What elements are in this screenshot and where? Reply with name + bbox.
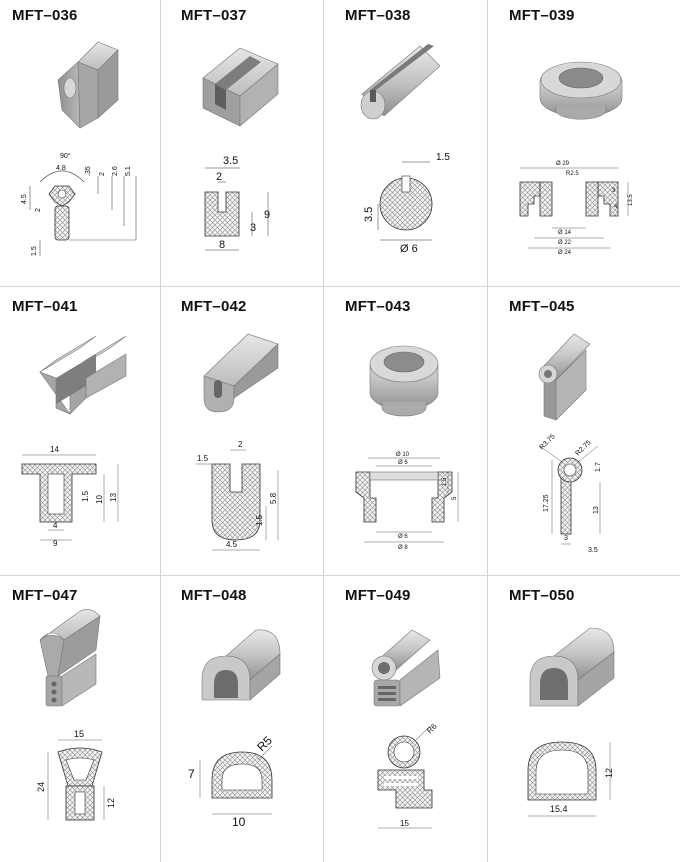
- dim-mft-047: 24: [36, 781, 46, 792]
- cross-section-mft-038: [363, 152, 450, 255]
- product-code: MFT–038: [345, 7, 411, 24]
- dim-mft-045: R3.75: [538, 433, 557, 452]
- product-code: MFT–036: [12, 7, 78, 24]
- dim-mft-045: 13: [593, 506, 600, 514]
- product-mft-048: [188, 630, 280, 829]
- dim-mft-036: 5.1: [125, 166, 132, 176]
- dim-mft-048: 10: [232, 815, 246, 829]
- dim-mft-037: 8: [219, 239, 226, 251]
- dim-mft-043: 5: [452, 496, 458, 500]
- dim-mft-042: 4.5: [226, 540, 238, 549]
- dim-mft-036: 4.8: [56, 165, 66, 172]
- product-code: MFT–041: [12, 298, 78, 315]
- dim-mft-045: 1.7: [595, 462, 602, 472]
- render-3d-mft-039: [540, 62, 622, 119]
- product-code: MFT–047: [12, 587, 78, 604]
- dim-mft-050: 12: [604, 767, 614, 778]
- dim-mft-042: 5.8: [269, 492, 278, 504]
- cross-section-mft-048: [188, 733, 275, 829]
- cross-section-mft-036: [21, 152, 136, 256]
- dim-mft-043: Ø 8: [398, 545, 408, 551]
- cross-section-mft-041: [22, 445, 118, 548]
- render-3d-mft-047: [40, 609, 100, 706]
- product-mft-039: [520, 62, 634, 256]
- cross-section-mft-050: [528, 742, 614, 816]
- dim-mft-048: R5: [254, 733, 275, 755]
- dim-mft-039: Ø 29: [556, 161, 570, 167]
- dim-mft-039: Ø 14: [558, 230, 572, 236]
- cross-section-mft-045: [538, 433, 602, 554]
- cross-section-mft-039: [520, 161, 634, 256]
- product-mft-047: [36, 609, 116, 820]
- cross-section-mft-049: [378, 721, 439, 828]
- dim-mft-036: 2: [35, 208, 42, 212]
- dim-mft-036: 2: [99, 172, 106, 176]
- dim-mft-039: 3: [612, 188, 616, 194]
- dim-mft-043: Ø 6: [398, 460, 408, 466]
- dim-mft-036: 4.5: [21, 194, 28, 204]
- cross-section-mft-043: [356, 452, 458, 551]
- dim-mft-038: Ø 6: [400, 243, 418, 255]
- dim-mft-037: 2: [216, 171, 223, 183]
- product-mft-041: [22, 336, 126, 548]
- dim-mft-037: 3.5: [223, 155, 239, 167]
- dim-mft-039: Ø 22: [558, 240, 572, 246]
- dim-mft-036: .35: [85, 166, 92, 176]
- product-mft-042: [196, 334, 278, 550]
- render-3d-mft-048: [202, 630, 280, 700]
- product-code: MFT–039: [509, 7, 575, 24]
- product-mft-043: [356, 346, 458, 551]
- dim-mft-037: 9: [264, 209, 271, 221]
- dim-mft-039: R2.5: [566, 171, 579, 177]
- dim-mft-050: 15.4: [550, 804, 568, 814]
- dim-mft-043: Ø 10: [396, 452, 410, 458]
- product-code: MFT–043: [345, 298, 411, 315]
- dim-mft-045: 3.5: [588, 547, 598, 554]
- dim-mft-045: R2.75: [574, 439, 593, 458]
- dim-mft-043: 1.5: [442, 477, 448, 486]
- product-code: MFT–042: [181, 298, 247, 315]
- product-mft-045: [538, 334, 602, 554]
- dim-mft-045: 17.25: [543, 494, 550, 512]
- render-3d-mft-050: [530, 628, 614, 706]
- render-3d-mft-036: [58, 42, 118, 128]
- render-3d-mft-037: [203, 48, 278, 126]
- render-3d-mft-045: [539, 334, 590, 420]
- dim-mft-042: 2: [238, 440, 243, 449]
- product-code: MFT–037: [181, 7, 247, 24]
- dim-mft-041: 14: [50, 445, 59, 454]
- dim-mft-039: 4: [614, 204, 618, 210]
- dim-mft-041: 13: [109, 493, 118, 502]
- dim-mft-041: 4: [53, 521, 58, 530]
- dim-mft-038: 1.5: [436, 152, 450, 163]
- dim-mft-036: 1.5: [31, 246, 38, 256]
- dim-mft-043: Ø 6: [398, 534, 408, 540]
- dim-mft-038: 3.5: [363, 206, 375, 222]
- dim-mft-041: 1.5: [81, 490, 90, 502]
- dim-mft-041: 10: [95, 495, 104, 504]
- dim-mft-042: 1.5: [255, 514, 264, 526]
- product-mft-037: [203, 48, 278, 251]
- product-code: MFT–048: [181, 587, 247, 604]
- dim-mft-048: 7: [188, 767, 195, 781]
- dim-mft-039: 13.5: [628, 194, 634, 206]
- dim-mft-036: 2.6: [112, 166, 119, 176]
- product-mft-036: [21, 42, 136, 256]
- dim-mft-049: 15: [400, 819, 409, 828]
- dim-mft-041: 9: [53, 539, 58, 548]
- render-3d-mft-049: [372, 630, 440, 706]
- dim-mft-042: 1.5: [197, 454, 209, 463]
- product-code: MFT–050: [509, 587, 575, 604]
- dim-mft-039: Ø 24: [558, 250, 572, 256]
- render-3d-mft-043: [370, 346, 438, 416]
- product-code: MFT–049: [345, 587, 411, 604]
- render-3d-mft-042: [204, 334, 278, 412]
- product-mft-050: [528, 628, 614, 816]
- render-3d-mft-038: [361, 44, 440, 119]
- dim-mft-036-angle: 90°: [60, 153, 71, 160]
- dim-mft-037: 3: [250, 222, 257, 234]
- render-3d-mft-041: [40, 336, 126, 414]
- cross-section-mft-047: [36, 729, 116, 820]
- dim-mft-047: 15: [74, 729, 85, 739]
- product-mft-038: [361, 44, 450, 255]
- cross-section-mft-042: [196, 440, 278, 550]
- dim-mft-047: 12: [106, 797, 116, 808]
- cross-section-mft-037: [205, 155, 270, 251]
- product-mft-049: [372, 630, 440, 828]
- product-code: MFT–045: [509, 298, 575, 315]
- dim-mft-045: 3: [564, 535, 568, 542]
- dim-mft-049: R6: [425, 721, 439, 736]
